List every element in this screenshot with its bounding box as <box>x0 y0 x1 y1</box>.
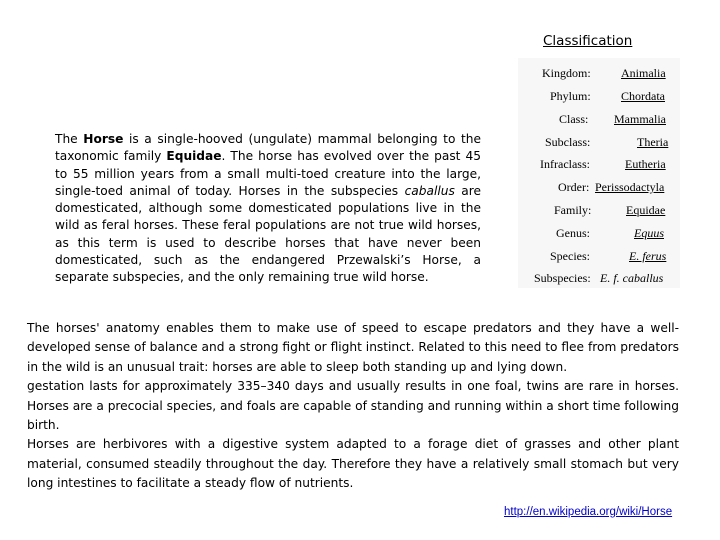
tax-label: Class: <box>559 112 589 126</box>
tax-label: Genus: <box>556 226 590 240</box>
tax-value-link[interactable]: Equus <box>634 226 664 240</box>
classification-title: Classification <box>543 33 633 49</box>
tax-value: E. f. caballus <box>600 271 664 285</box>
body-paragraph-2: gestation lasts for approximately 335–340 days and usually results in one foal, twins are rare in horses. Horses are a precocial species, and foals are capable of standing and running within a short time following birth. <box>27 379 679 433</box>
tax-value-link[interactable]: Theria <box>637 135 669 149</box>
tax-label: Species: <box>550 249 590 263</box>
intro-text: The <box>55 132 84 146</box>
intro-bold-horse: Horse <box>83 132 124 146</box>
tax-row-species <box>550 249 666 264</box>
tax-value-link[interactable]: Mammalia <box>614 112 666 126</box>
tax-label: Subclass: <box>545 135 591 149</box>
tax-row-class <box>559 112 666 127</box>
tax-label: Order: <box>558 180 590 194</box>
tax-label: Kingdom: <box>542 66 591 80</box>
source-link[interactable]: http://en.wikipedia.org/wiki/Horse <box>504 506 673 518</box>
tax-label: Family: <box>554 203 592 217</box>
body-paragraph-1: The horses' anatomy enables them to make use of speed to escape predators and they have a well-developed sense of balance and a strong fight or flight instinct. Related to this need to flee from predators in the wild is an unusual trait: horses are able to sleep both standing up and lying down. <box>27 321 679 374</box>
intro-paragraph <box>55 131 481 287</box>
tax-value-link[interactable]: Equidae <box>626 203 666 217</box>
tax-value-link[interactable]: Eutheria <box>625 157 666 171</box>
tax-row-subclass <box>545 135 668 150</box>
tax-row-phylum <box>550 89 665 104</box>
intro-bold-equidae: Equidae <box>166 149 222 164</box>
tax-row-genus <box>556 226 664 241</box>
tax-row-order <box>558 180 664 195</box>
intro-text: . The horse has evolved over the past 45 to 55 million years from a small multi-toed creature into the large, single-toed animal of today. Horses in the subspecies <box>55 149 482 198</box>
tax-row-subspecies <box>534 271 663 286</box>
intro-text: are domesticated, although some domesticated populations live in the wild as feral horses. These feral populations are not true wild horses, as this term is used to describe horses that have never been domesticated, such as the endangered Przewalski’s Horse, a separate subspecies, and the only remaining true wild horse. <box>55 183 481 285</box>
tax-label: Infraclass: <box>540 157 590 171</box>
tax-row-kingdom <box>542 66 666 81</box>
tax-row-family <box>554 203 665 218</box>
tax-label: Phylum: <box>550 89 591 103</box>
tax-value-link[interactable]: Chordata <box>621 89 665 103</box>
tax-label: Subspecies: <box>534 271 591 285</box>
body-paragraph-3: Horses are herbivores with a digestive system adapted to a forage diet of grasses and other plant material, consumed steadily throughout the day. Therefore they have a relatively small stomach but very long intestines to facilitate a steady flow of nutrients. <box>27 437 679 491</box>
tax-value-link[interactable]: E. ferus <box>629 249 667 263</box>
tax-value-link[interactable]: Animalia <box>621 66 666 80</box>
body-text <box>27 319 679 494</box>
tax-row-infraclass <box>540 157 666 172</box>
tax-value-link[interactable]: Perissodactyla <box>595 180 665 194</box>
intro-text: is a single-hooved (ungulate) mammal belonging to the taxonomic family <box>55 132 481 164</box>
intro-italic-caballus: caballus <box>404 183 455 198</box>
